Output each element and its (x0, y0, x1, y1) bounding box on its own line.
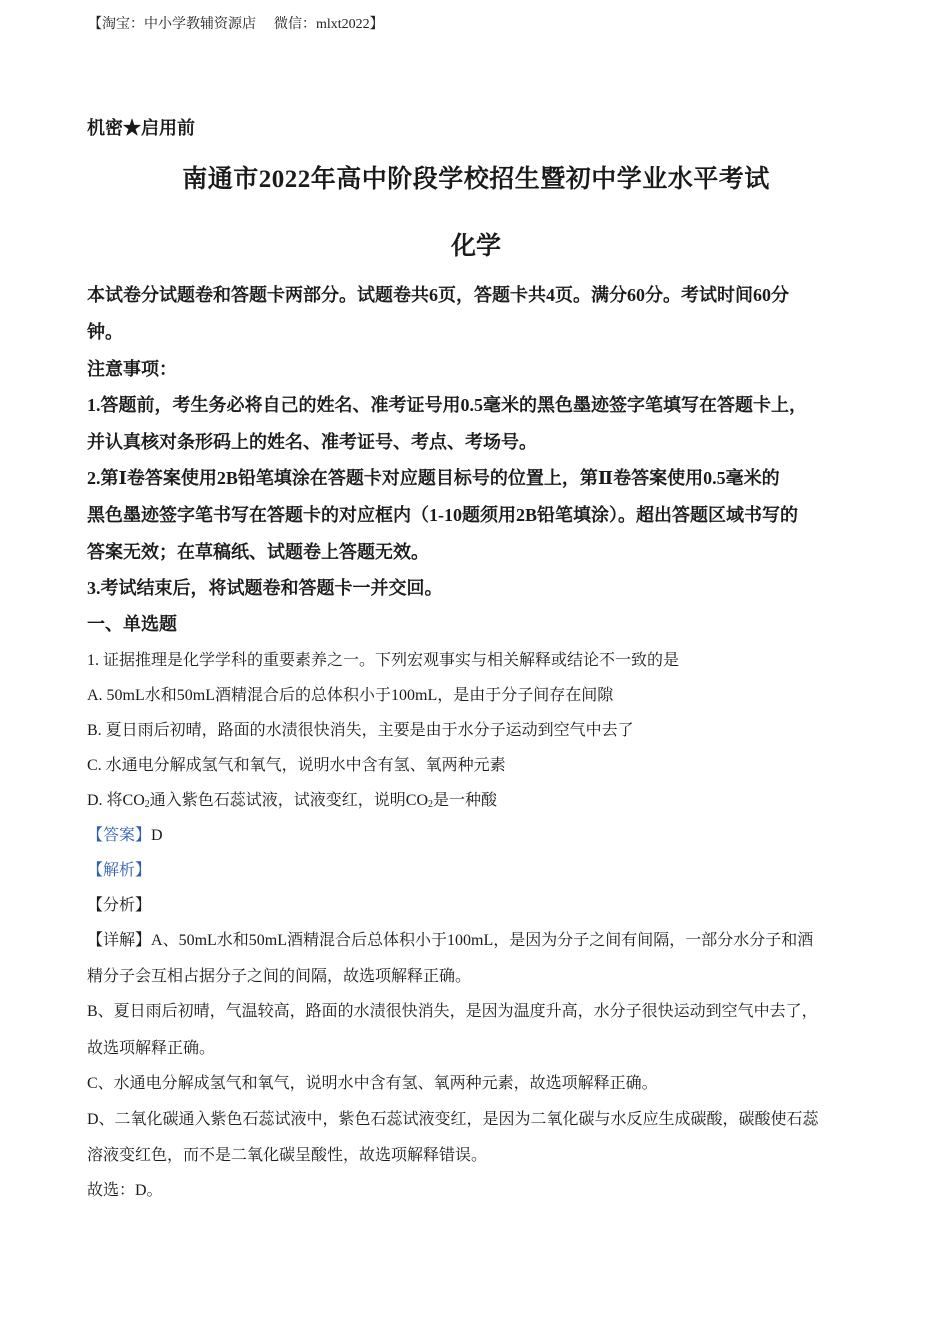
detail-a-text: A、50mL水和50mL酒精混合后总体积小于100mL，是因为分子之间有间隔，一部分水分子和酒 (151, 932, 814, 949)
option-d-text-2: 通入紫色石蕊试液，试液变红，说明CO (149, 792, 429, 809)
header-wechat: 微信：mlxt2022】 (274, 17, 384, 32)
detail-label: 【详解】 (87, 932, 152, 949)
exam-subject: 化学 (450, 233, 501, 260)
answer-label: 【答案】 (87, 827, 152, 844)
notice-item-1-line-2: 并认真核对条形码上的姓名、准考证号、考点、考场号。 (87, 432, 537, 452)
section-heading: 一、单选题 (87, 614, 177, 634)
option-d-subscript-2: 2 (428, 799, 434, 810)
analysis-label: 【解析】 (87, 862, 152, 879)
option-a: A. 50mL水和50mL酒精混合后的总体积小于100mL，是由于分子间存在间隙 (87, 687, 614, 704)
detail-a-line-1 (87, 927, 865, 950)
notice-item-2-line-3: 答案无效；在草稿纸、试题卷上答题无效。 (87, 542, 429, 562)
option-b: B. 夏日雨后初晴，路面的水渍很快消失，主要是由于水分子运动到空气中去了 (87, 722, 634, 739)
intro-line-2: 钟。 (87, 322, 123, 342)
detail-b-line-2: 故选项解释正确。 (87, 1040, 216, 1057)
notice-item-1-line-1: 1.答题前，考生务必将自己的姓名、准考证号用0.5毫米的黑色墨迹签字笔填写在答题卡上， (87, 395, 807, 415)
detail-d-line-1: D、二氧化碳通入紫色石蕊试液中，紫色石蕊试液变红，是因为二氧化碳与水反应生成碳酸，碳酸使石蕊 (87, 1111, 819, 1128)
answer-line (87, 822, 865, 845)
notice-item-2-line-2: 黑色墨迹签字笔书写在答题卡的对应框内（1-10题须用2B铅笔填涂）。超出答题区域书写的 (87, 505, 798, 525)
intro-line-1: 本试卷分试题卷和答题卡两部分。试题卷共6页，答题卡共4页。满分60分。考试时间60分 (87, 285, 789, 305)
exam-title: 南通市2022年高中阶段学校招生暨初中学业水平考试 (182, 166, 770, 193)
option-d-text-3: 是一种酸 (433, 792, 498, 809)
notice-item-2-line-1: 2.第Ⅰ卷答案使用2B铅笔填涂在答题卡对应题目标号的位置上，第Ⅱ卷答案使用0.5毫米的 (87, 468, 780, 488)
option-d (87, 787, 865, 810)
option-c: C. 水通电分解成氢气和氧气，说明水中含有氢、氧两种元素 (87, 757, 506, 774)
detail-a-line-2: 精分子会互相占据分子之间的间隔，故选项解释正确。 (87, 968, 472, 985)
notice-item-3: 3.考试结束后，将试题卷和答题卡一并交回。 (87, 578, 443, 598)
detail-b-line-1: B、夏日雨后初晴，气温较高，路面的水渍很快消失，是因为温度升高，水分子很快运动到空气中去了， (87, 1003, 818, 1020)
detail-c-line-1: C、水通电分解成氢气和氧气，说明水中含有氢、氧两种元素，故选项解释正确。 (87, 1075, 658, 1092)
notice-heading: 注意事项： (87, 359, 177, 379)
question-stem: 1. 证据推理是化学学科的重要素养之一。下列宏观事实与相关解释或结论不一致的是 (87, 652, 680, 669)
detail-d-line-2: 溶液变红色，而不是二氧化碳呈酸性，故选项解释错误。 (87, 1147, 488, 1164)
fenxi-label: 【分析】 (87, 897, 152, 914)
header-shop: 【淘宝：中小学教辅资源店 (88, 17, 256, 32)
answer-value: D (151, 827, 163, 844)
detail-conclusion: 故选：D。 (87, 1182, 163, 1199)
page-header (88, 13, 384, 33)
option-d-text-1: D. 将CO (87, 792, 145, 809)
option-d-subscript-1: 2 (144, 799, 150, 810)
confidential-mark: 机密★启用前 (87, 118, 195, 138)
